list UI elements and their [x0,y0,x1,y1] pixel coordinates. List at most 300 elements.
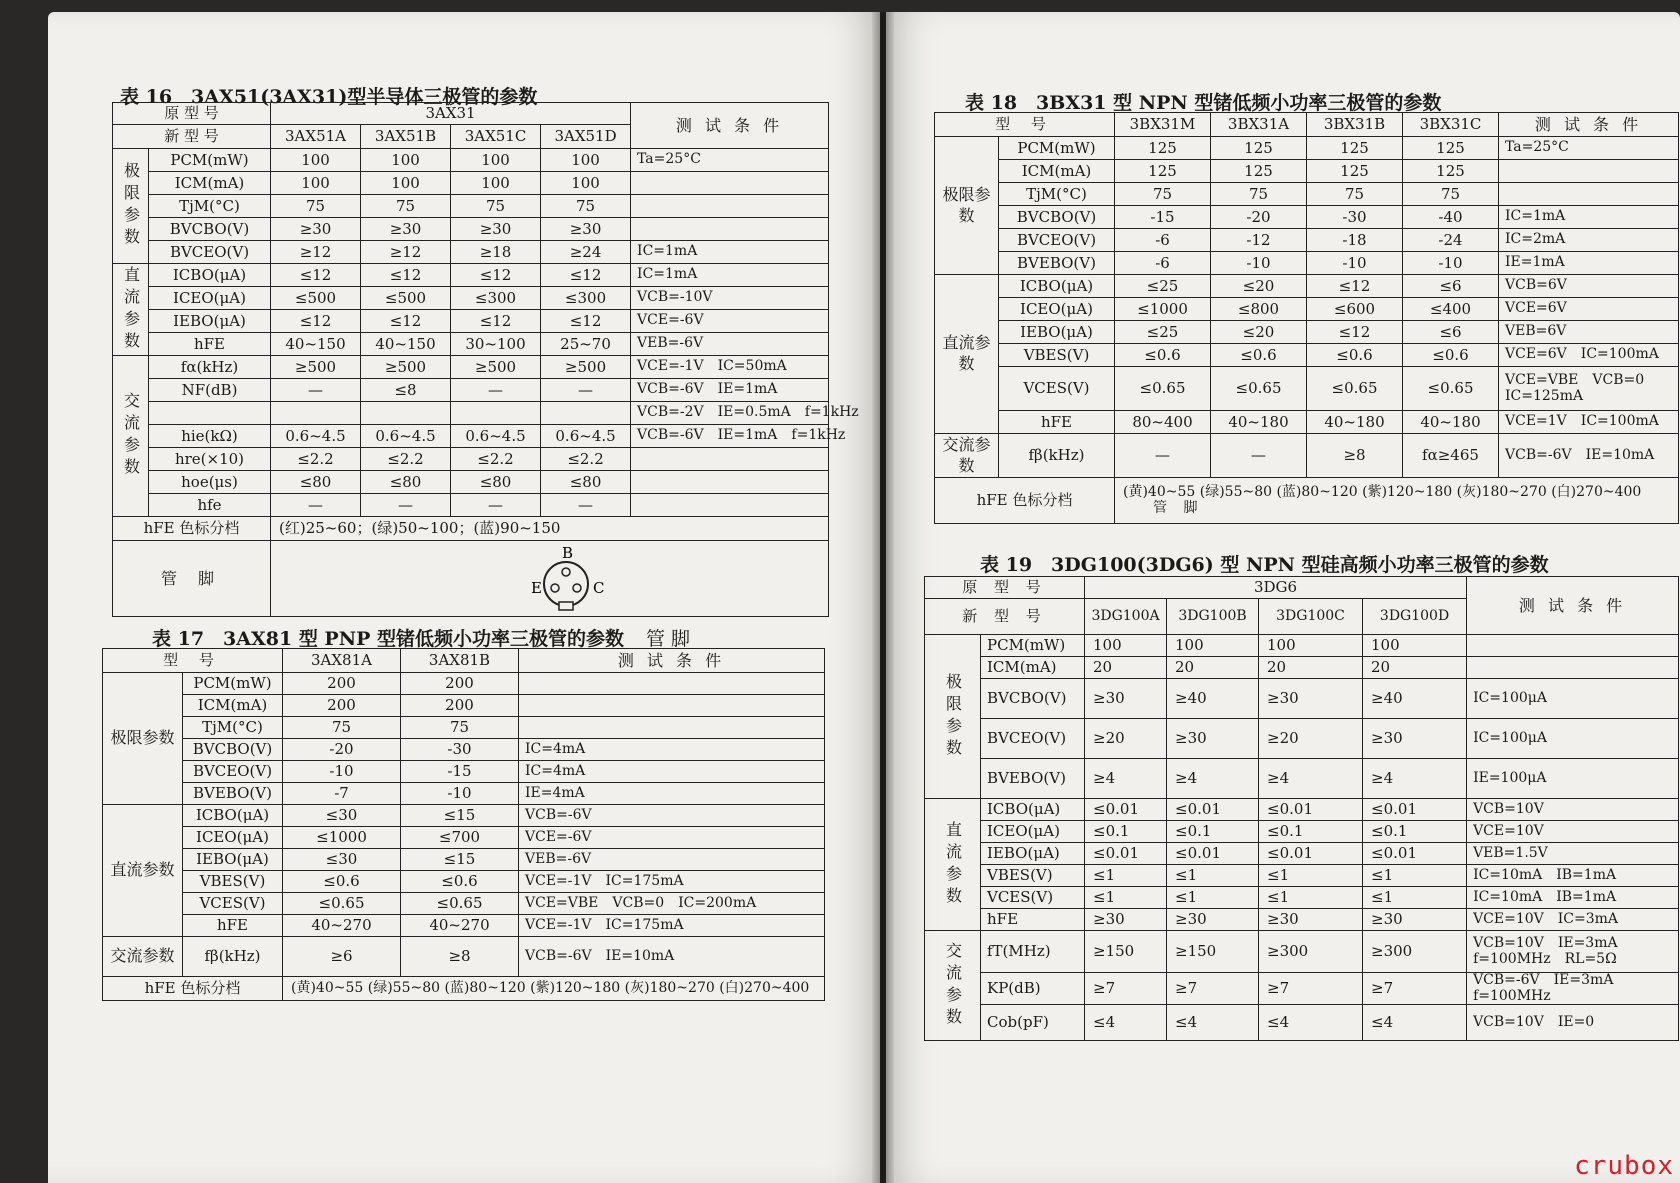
param-value: ≤15 [401,805,519,827]
test-condition: VCB=-6V IE=10mA [519,937,825,977]
table-row [925,865,1679,887]
param-value: ≤0.6 [1403,344,1499,367]
test-condition: Ta=25°C [1499,137,1679,160]
table-row [935,367,1679,411]
model-header: 3AX81B [401,649,519,673]
param-label: IEBO(μA) [183,849,283,871]
table-row [113,448,829,471]
param-value: 80~400 [1115,411,1211,434]
table-row [935,183,1679,206]
table-row [935,275,1679,298]
param-label: VBES(V) [183,871,283,893]
param-value: ≥30 [1259,909,1363,931]
test-condition: IC=4mA [519,739,825,761]
group-label: 直流参数 [113,264,149,356]
param-value: ≤2.2 [541,448,631,471]
table-row [925,931,1679,973]
table-row [103,827,825,849]
pinout-diagram-icon [501,544,631,614]
param-value: ≤500 [271,287,361,310]
param-value: ≥500 [271,356,361,379]
param-value: ≤1 [1259,865,1363,887]
param-value: 100 [1085,635,1167,657]
param-label: BVEBO(V) [981,759,1085,799]
param-value: 30~100 [451,333,541,356]
param-value: 75 [451,195,541,218]
param-label: ICEO(μA) [999,298,1115,321]
param-value: ≤500 [361,287,451,310]
param-value: 125 [1307,160,1403,183]
table-row [935,160,1679,183]
table-row [925,1005,1679,1041]
table-row [113,264,829,287]
param-value: ≤1 [1363,865,1467,887]
param-label: BVCBO(V) [999,206,1115,229]
type-label: 型 号 [935,113,1115,137]
param-value: -15 [1115,206,1211,229]
new-model-label: 新 型 号 [925,599,1085,635]
param-value: -6 [1115,252,1211,275]
test-condition: VCB=-6V [519,805,825,827]
param-value: 75 [401,717,519,739]
param-value: ≤1000 [1115,298,1211,321]
test-condition: VCE=VBE VCB=0 IC=200mA [519,893,825,915]
param-value: -12 [1211,229,1307,252]
param-value: ≤0.65 [1403,367,1499,411]
param-value: ≤80 [271,471,361,494]
table-row [935,434,1679,478]
param-label: KP(dB) [981,973,1085,1005]
param-label: hFE [981,909,1085,931]
param-value: 25~70 [541,333,631,356]
param-value: ≥150 [1167,931,1259,973]
param-value: ≥30 [1167,909,1259,931]
param-label: BVCEO(V) [981,719,1085,759]
param-label: hie(kΩ) [149,425,271,448]
param-value: ≥30 [1085,679,1167,719]
param-value: ≤4 [1259,1005,1363,1041]
param-value: ≤80 [541,471,631,494]
param-value: ≤0.6 [283,871,401,893]
param-value: 100 [271,172,361,195]
param-label: VBES(V) [999,344,1115,367]
param-value: 40~180 [1307,411,1403,434]
group-label: 交流参数 [113,356,149,517]
param-value: ≤25 [1115,275,1211,298]
table-row [925,657,1679,679]
param-value: 75 [1403,183,1499,206]
param-label: VCES(V) [999,367,1115,411]
param-value: 100 [361,172,451,195]
color-code-value: (黄)40~55 (绿)55~80 (蓝)80~120 (紫)120~180 (灰)180~270 (白)270~400 [1123,483,1642,500]
table-row [103,761,825,783]
param-value: ≤1000 [283,827,401,849]
param-value: ≤25 [1115,321,1211,344]
table18-caption: 表 18 3BX31 型 NPN 型锗低频小功率三极管的参数 [965,92,1442,114]
param-label: TjM(°C) [999,183,1115,206]
param-value: -6 [1115,229,1211,252]
param-value: ≥150 [1085,931,1167,973]
param-value: ≤0.65 [1307,367,1403,411]
param-label: IEBO(μA) [981,843,1085,865]
param-value: ≤6 [1403,321,1499,344]
param-value: -40 [1403,206,1499,229]
param-value: ≤0.01 [1259,843,1363,865]
param-value: ≥300 [1259,931,1363,973]
param-value: — [451,494,541,517]
test-condition: VCB=-2V IE=0.5mA f=1kHz [631,402,829,425]
test-condition: VCB=10V IE=0 [1467,1005,1679,1041]
test-condition: VCB=-10V [631,287,829,310]
param-value: 100 [1363,635,1467,657]
param-value: ≥12 [271,241,361,264]
param-value: 75 [1211,183,1307,206]
param-label: BVCBO(V) [149,218,271,241]
param-value: 0.6~4.5 [271,425,361,448]
param-value: 40~180 [1403,411,1499,434]
param-value: -20 [283,739,401,761]
param-value [271,402,361,425]
test-condition: VEB=1.5V [1467,843,1679,865]
param-value: 40~180 [1211,411,1307,434]
param-value: 100 [271,149,361,172]
color-code-value: (黄)40~55 (绿)55~80 (蓝)80~120 (紫)120~180 (灰)180~270 (白)270~400 [283,977,825,1001]
param-value: ≤0.01 [1167,843,1259,865]
param-value: fα≥465 [1403,434,1499,478]
param-value: ≤6 [1403,275,1499,298]
table-row [103,937,825,977]
test-condition [519,695,825,717]
table-row [113,356,829,379]
test-condition [631,448,829,471]
table-row [103,673,825,695]
test-condition [1467,635,1679,657]
param-value: -10 [1211,252,1307,275]
param-value: ≤0.1 [1259,821,1363,843]
param-value: 75 [283,717,401,739]
param-label: hFE [183,915,283,937]
param-value: 75 [1307,183,1403,206]
test-condition: VCE=-1V IC=50mA [631,356,829,379]
param-value: -10 [283,761,401,783]
param-value: 20 [1167,657,1259,679]
param-value: 40~150 [271,333,361,356]
param-value [451,402,541,425]
test-condition: VCE=-1V IC=175mA [519,915,825,937]
param-label: hFE [999,411,1115,434]
cond-header: 测 试 条 件 [519,649,825,673]
test-condition [519,673,825,695]
param-value: ≤12 [1307,321,1403,344]
param-label: fT(MHz) [981,931,1085,973]
param-value: 100 [1259,635,1363,657]
param-label: ICM(mA) [999,160,1115,183]
param-value: ≥30 [1085,909,1167,931]
test-condition: IC=1mA [631,241,829,264]
param-value: ≤12 [361,310,451,333]
param-value: ≤12 [451,310,541,333]
param-value: — [361,494,451,517]
pin-c: C [593,579,605,597]
table-row [925,843,1679,865]
param-value: 100 [1167,635,1259,657]
test-condition [631,218,829,241]
group-label: 交流参数 [925,931,981,1041]
model-header: 3DG100C [1259,599,1363,635]
param-value: ≤0.6 [401,871,519,893]
param-value: ≤30 [283,805,401,827]
param-value: ≥4 [1259,759,1363,799]
param-value: ≤1 [1167,865,1259,887]
param-label: IEBO(μA) [149,310,271,333]
param-label: ICEO(μA) [149,287,271,310]
param-label: ICEO(μA) [981,821,1085,843]
param-label: VCES(V) [981,887,1085,909]
test-condition: IC=1mA [631,264,829,287]
param-label: NF(dB) [149,379,271,402]
pinout-cell [271,541,829,617]
model-header: 3BX31A [1211,113,1307,137]
param-value: ≤0.6 [1115,344,1211,367]
pin-row [113,541,829,617]
param-value: ≤0.01 [1363,843,1467,865]
model-header: 3AX51D [541,125,631,149]
cond-header: 测 试 条 件 [1499,113,1679,137]
param-label: ICBO(μA) [999,275,1115,298]
header-row [113,103,829,125]
table-row [113,149,829,172]
param-value: 125 [1403,137,1499,160]
test-condition: IC=4mA [519,761,825,783]
header-row [925,577,1679,599]
color-row [113,517,829,541]
group-label: 极限参数 [925,635,981,799]
param-value: ≥40 [1167,679,1259,719]
param-value: ≤4 [1167,1005,1259,1041]
model-header: 3DG100B [1167,599,1259,635]
param-value: -10 [1307,252,1403,275]
param-value: — [1115,434,1211,478]
param-label: BVCBO(V) [981,679,1085,719]
param-value: ≤12 [451,264,541,287]
table17-caption: 表 17 3AX81 型 PNP 型锗低频小功率三极管的参数 管 脚 [152,628,691,650]
group-label: 交流参数 [103,937,183,977]
test-condition: VEB=6V [1499,321,1679,344]
param-value: 20 [1363,657,1467,679]
param-value: 75 [271,195,361,218]
param-label: fβ(kHz) [999,434,1115,478]
param-value: ≤8 [361,379,451,402]
param-label: ICM(mA) [981,657,1085,679]
param-value: ≥40 [1363,679,1467,719]
param-value: ≥12 [361,241,451,264]
param-value: ≤0.01 [1259,799,1363,821]
test-condition: VCB=10V IE=3mA f=100MHz RL=5Ω [1467,931,1679,973]
table-row [103,915,825,937]
test-condition [519,717,825,739]
param-value: ≥500 [451,356,541,379]
param-value: ≤600 [1307,298,1403,321]
table17-pin-note: 管 脚 [646,628,691,650]
param-value: ≤0.65 [283,893,401,915]
param-value: ≤80 [451,471,541,494]
table-row [103,783,825,805]
param-value: ≤4 [1085,1005,1167,1041]
param-value [541,402,631,425]
test-condition: VCE=6V IC=100mA [1499,344,1679,367]
param-value: 0.6~4.5 [451,425,541,448]
param-value: ≥7 [1167,973,1259,1005]
param-label: PCM(mW) [183,673,283,695]
param-value: ≤0.1 [1085,821,1167,843]
param-value: ≤1 [1363,887,1467,909]
table-row [925,799,1679,821]
param-value: 0.6~4.5 [541,425,631,448]
param-value: 200 [401,695,519,717]
param-label: ICBO(μA) [149,264,271,287]
test-condition: VCE=10V [1467,821,1679,843]
param-value: 200 [401,673,519,695]
param-value: ≤300 [451,287,541,310]
orig-model-label: 原 型 号 [925,577,1085,599]
param-value: ≤0.01 [1085,843,1167,865]
param-value: -7 [283,783,401,805]
param-label: TjM(°C) [149,195,271,218]
test-condition: VCE=-1V IC=175mA [519,871,825,893]
param-value: 75 [1115,183,1211,206]
param-label: fα(kHz) [149,356,271,379]
param-value: -15 [401,761,519,783]
model-header: 3DG100D [1363,599,1467,635]
color-code-label: hFE 色标分档 [113,517,271,541]
table-row [925,821,1679,843]
param-value: ≥6 [283,937,401,977]
param-label: BVCEO(V) [183,761,283,783]
param-value: 100 [451,149,541,172]
cond-header: 测 试 条 件 [631,103,829,149]
param-label: VCES(V) [183,893,283,915]
test-condition: IE=1mA [1499,252,1679,275]
param-value: ≤400 [1403,298,1499,321]
param-value: ≤1 [1085,887,1167,909]
model-header: 3BX31C [1403,113,1499,137]
color-code-label: hFE 色标分档 [103,977,283,1001]
test-condition: VEB=-6V [631,333,829,356]
group-label: 直流参数 [935,275,999,434]
param-value: ≤0.6 [1307,344,1403,367]
param-label: BVEBO(V) [183,783,283,805]
param-value: ≤12 [1307,275,1403,298]
param-value: ≤300 [541,287,631,310]
param-value: 40~270 [401,915,519,937]
test-condition [631,195,829,218]
test-condition [631,172,829,195]
param-value: ≥300 [1363,931,1467,973]
param-value: 125 [1115,137,1211,160]
table-row [925,635,1679,657]
pin-label: 管 脚 [113,541,271,617]
param-label: hfe [149,494,271,517]
test-condition: VCB=10V [1467,799,1679,821]
param-value: ≤0.1 [1167,821,1259,843]
test-condition: VEB=-6V [519,849,825,871]
param-value: — [451,379,541,402]
param-value: ≤1 [1085,865,1167,887]
test-condition: VCE=6V [1499,298,1679,321]
param-value: ≤12 [271,264,361,287]
param-value: — [541,379,631,402]
model-header: 3BX31B [1307,113,1403,137]
param-value: ≥30 [361,218,451,241]
param-value: — [271,494,361,517]
param-value [361,402,451,425]
param-value: ≤700 [401,827,519,849]
table-row [103,849,825,871]
table-row [925,909,1679,931]
group-label: 极限参数 [113,149,149,264]
param-value: ≥7 [1085,973,1167,1005]
new-model-label: 新 型 号 [113,125,271,149]
table-row [935,252,1679,275]
param-value: 200 [283,695,401,717]
param-label: ICEO(μA) [183,827,283,849]
header-row [935,113,1679,137]
param-value: ≤15 [401,849,519,871]
param-value: 40~150 [361,333,451,356]
test-condition: VCE=-6V [519,827,825,849]
param-value: 75 [541,195,631,218]
param-value: ≤0.6 [1211,344,1307,367]
param-label: ICM(mA) [183,695,283,717]
pin-b: B [562,544,574,562]
param-value: ≥24 [541,241,631,264]
model-header: 3AX51A [271,125,361,149]
param-label: PCM(mW) [999,137,1115,160]
table-row [925,719,1679,759]
test-condition: IC=10mA IB=1mA [1467,865,1679,887]
table-row [113,218,829,241]
color-row [103,977,825,1001]
table-row [103,739,825,761]
table-row [935,344,1679,367]
group-label: 直流参数 [925,799,981,931]
table19-caption: 表 19 3DG100(3DG6) 型 NPN 型硅高频小功率三极管的参数 [980,554,1549,576]
table-row [935,411,1679,434]
test-condition [631,494,829,517]
table-row [935,206,1679,229]
watermark-text: crubox [1574,1151,1674,1181]
group-label: 极限参数 [935,137,999,275]
test-condition: Ta=25°C [631,149,829,172]
param-value: ≥30 [541,218,631,241]
param-value: ≤12 [271,310,361,333]
param-value: ≥30 [1167,719,1259,759]
param-label: PCM(mW) [981,635,1085,657]
book-spine [872,12,894,1183]
param-value: ≤0.01 [1167,799,1259,821]
param-value: -24 [1403,229,1499,252]
param-label: ICBO(μA) [183,805,283,827]
table-row [113,494,829,517]
table-row [103,717,825,739]
table-row [113,425,829,448]
param-label: Cob(pF) [981,1005,1085,1041]
param-value: 125 [1403,160,1499,183]
table17 [102,648,825,1001]
table-row [935,321,1679,344]
param-value: ≤80 [361,471,451,494]
param-value: 0.6~4.5 [361,425,451,448]
